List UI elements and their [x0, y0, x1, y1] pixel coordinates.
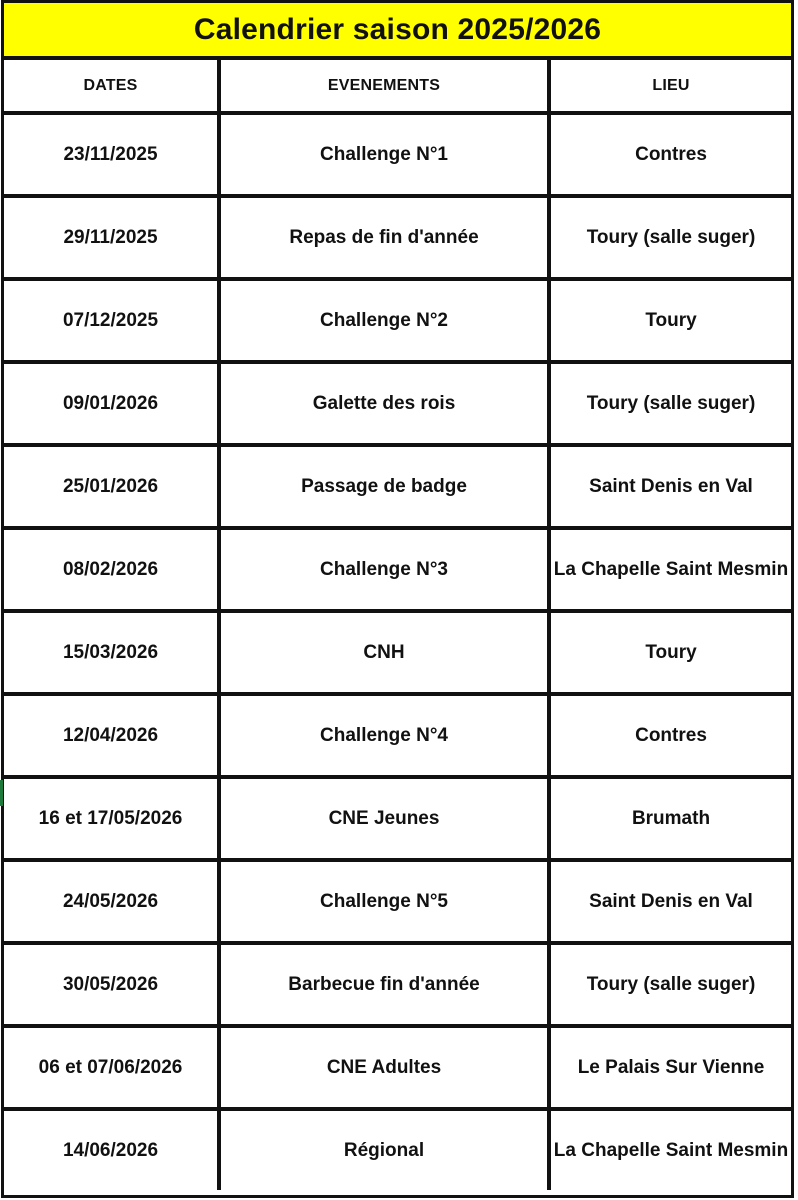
- table-row: [4, 611, 791, 694]
- event-cell: Challenge N°5: [219, 860, 549, 943]
- table-row: [4, 528, 791, 611]
- place-cell: Toury (salle suger): [549, 362, 791, 445]
- event-cell: CNE Jeunes: [219, 777, 549, 860]
- table-row: [4, 113, 791, 196]
- place-cell: La Chapelle Saint Mesmin: [549, 528, 791, 611]
- date-cell: 14/06/2026: [4, 1109, 219, 1190]
- table-row: [4, 445, 791, 528]
- table-row: [4, 694, 791, 777]
- column-header-dates: DATES: [4, 60, 219, 113]
- table-row: [4, 1026, 791, 1109]
- place-cell: Saint Denis en Val: [549, 445, 791, 528]
- event-cell: Challenge N°4: [219, 694, 549, 777]
- date-cell: 15/03/2026: [4, 611, 219, 694]
- place-cell: Toury (salle suger): [549, 943, 791, 1026]
- calendar-table: [4, 60, 791, 1190]
- cell-selection-marker: [0, 780, 3, 806]
- table-row: [4, 777, 791, 860]
- event-cell: Passage de badge: [219, 445, 549, 528]
- table-row: [4, 362, 791, 445]
- date-cell: 12/04/2026: [4, 694, 219, 777]
- date-cell: 23/11/2025: [4, 113, 219, 196]
- place-cell: Brumath: [549, 777, 791, 860]
- table-row: [4, 943, 791, 1026]
- event-cell: Régional: [219, 1109, 549, 1190]
- date-cell: 09/01/2026: [4, 362, 219, 445]
- place-cell: Saint Denis en Val: [549, 860, 791, 943]
- table-row: [4, 860, 791, 943]
- event-cell: CNH: [219, 611, 549, 694]
- header-row: [4, 60, 791, 113]
- date-cell: 06 et 07/06/2026: [4, 1026, 219, 1109]
- date-cell: 08/02/2026: [4, 528, 219, 611]
- date-cell: 07/12/2025: [4, 279, 219, 362]
- date-cell: 29/11/2025: [4, 196, 219, 279]
- date-cell: 30/05/2026: [4, 943, 219, 1026]
- place-cell: Toury (salle suger): [549, 196, 791, 279]
- event-cell: Barbecue fin d'année: [219, 943, 549, 1026]
- page-title: Calendrier saison 2025/2026: [4, 3, 791, 60]
- event-cell: Challenge N°1: [219, 113, 549, 196]
- column-header-lieu: LIEU: [549, 60, 791, 113]
- calendar-sheet: [1, 0, 794, 1198]
- column-header-evenements: EVENEMENTS: [219, 60, 549, 113]
- event-cell: Challenge N°2: [219, 279, 549, 362]
- place-cell: Toury: [549, 611, 791, 694]
- table-row: [4, 279, 791, 362]
- place-cell: Contres: [549, 694, 791, 777]
- place-cell: Contres: [549, 113, 791, 196]
- event-cell: Challenge N°3: [219, 528, 549, 611]
- place-cell: Toury: [549, 279, 791, 362]
- place-cell: Le Palais Sur Vienne: [549, 1026, 791, 1109]
- event-cell: Repas de fin d'année: [219, 196, 549, 279]
- event-cell: Galette des rois: [219, 362, 549, 445]
- table-row: [4, 196, 791, 279]
- event-cell: CNE Adultes: [219, 1026, 549, 1109]
- table-row: [4, 1109, 791, 1190]
- date-cell: 24/05/2026: [4, 860, 219, 943]
- place-cell: La Chapelle Saint Mesmin: [553, 1139, 789, 1161]
- date-cell: 25/01/2026: [4, 445, 219, 528]
- date-cell: 16 et 17/05/2026: [4, 777, 219, 860]
